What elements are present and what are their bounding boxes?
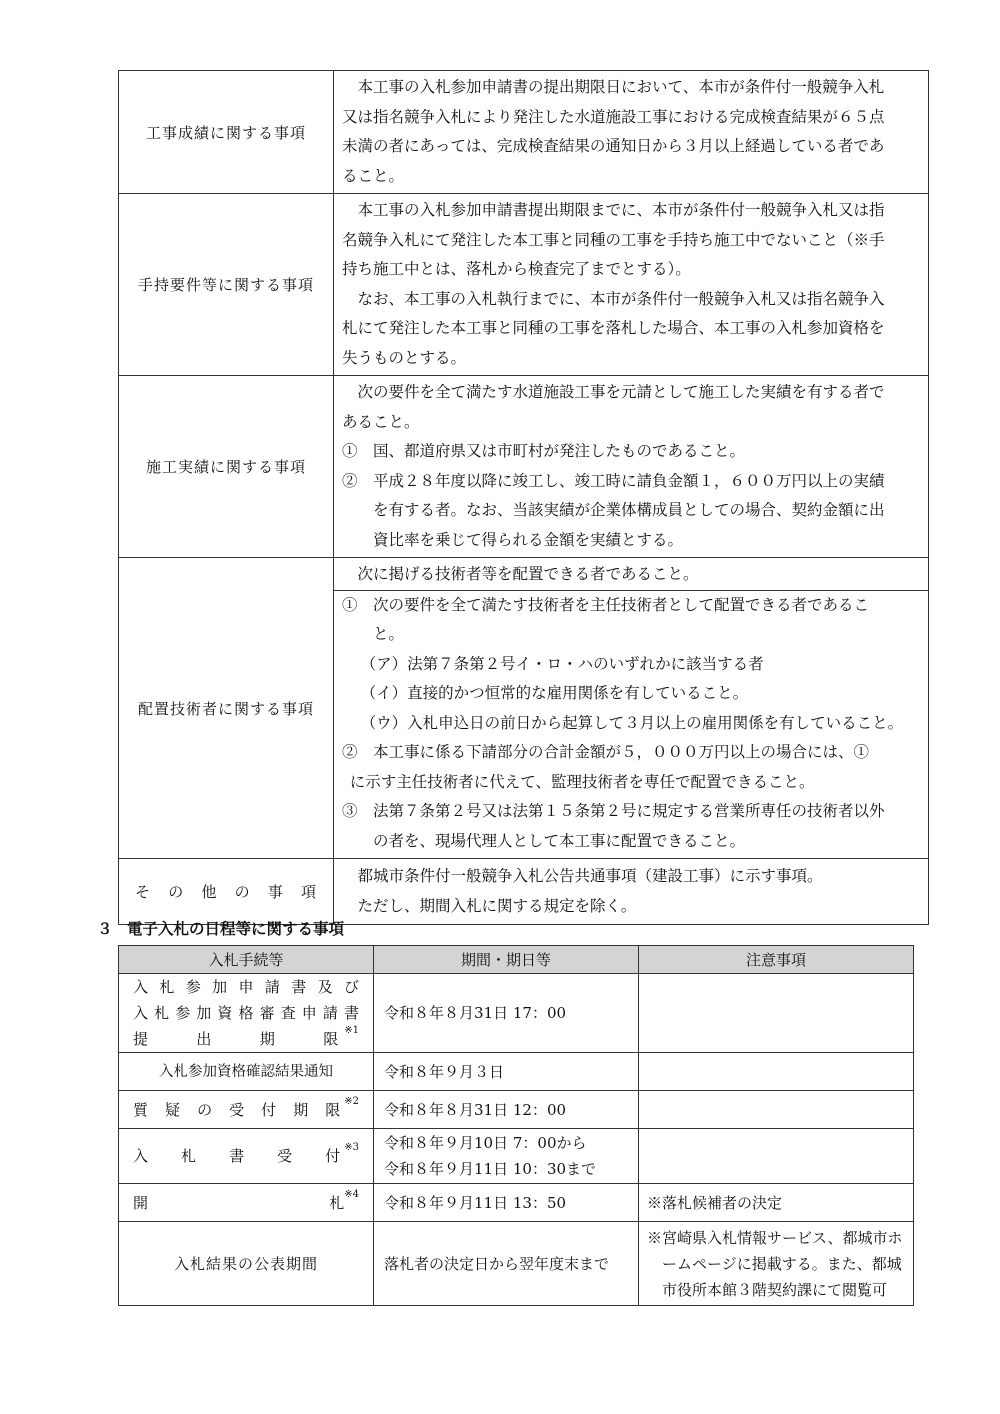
note-line: ームページに掲載する。また、都城 [662, 1254, 902, 1273]
procedure-cell [119, 1222, 374, 1306]
period-line: 令和８年９月10日 7：00から [384, 1134, 587, 1152]
procedure-line-wrap [133, 1026, 359, 1052]
body-line: ① 国、都道府県又は市町村が発注したものであること。 [342, 442, 746, 460]
row-label: 配置技術者に関する事項 [119, 558, 334, 859]
period-line: 令和８年８月31日 17：00 [384, 1004, 567, 1022]
note-cell [639, 1129, 914, 1184]
footnote-mark: ※4 [344, 1188, 359, 1200]
period-line: 令和８年９月11日 13：50 [384, 1193, 567, 1212]
procedure-line: 札 [329, 1193, 345, 1212]
row-body [334, 194, 929, 376]
table-row [119, 71, 929, 194]
body-line: ③ 法第７条第２号又は法第１５条第２号に規定する営業所専任の技術者以外 [342, 802, 885, 820]
section-number: ３ [97, 920, 113, 938]
row-body [334, 376, 929, 558]
label-char: 事 [267, 883, 284, 901]
period-line: 令和８年８月31日 12：00 [384, 1100, 567, 1119]
period-cell [374, 1222, 639, 1306]
column-header: 期間・期日等 [374, 946, 639, 974]
body-line: ② 本工事に係る下請部分の合計金額が５，０００万円以上の場合には、① [342, 743, 870, 761]
period-line: 令和８年９月３日 [384, 1062, 505, 1081]
section-title: 電子入札の日程等に関する事項 [127, 920, 345, 938]
body-line: 本工事の入札参加申請書の提出期限日において、本市が条件付一般競争入札 [357, 78, 885, 96]
body-line: あること。 [342, 412, 420, 431]
schedule-table [118, 945, 914, 1306]
body-line: ただし、期間入札に関する規定を除く。 [357, 896, 637, 915]
label-char: そ [135, 883, 152, 901]
procedure-cell [119, 1129, 374, 1184]
label-char: の [234, 883, 251, 901]
body-line: （ウ）入札申込日の前日から起算して３月以上の雇用関係を有していること。 [360, 713, 904, 732]
note-cell [639, 1091, 914, 1129]
table-row [119, 1129, 914, 1184]
requirements-table [118, 70, 929, 925]
note-cell [639, 1222, 914, 1306]
procedure-line-wrap [133, 1143, 359, 1169]
body-line: 本工事の入札参加申請書提出期限までに、本市が条件付一般競争入札又は指 [357, 201, 885, 219]
row-body [334, 558, 929, 859]
section-heading [97, 917, 344, 939]
body-line: 札にて発注した本工事と同種の工事を落札した場合、本工事の入札参加資格を [342, 319, 885, 337]
procedure-line-wrap [133, 1190, 359, 1216]
table-row [119, 859, 929, 925]
body-line: なお、本工事の入札執行までに、本市が条件付一般競争入札又は指名競争入 [357, 289, 885, 308]
period-line: 落札者の決定日から翌年度末まで [384, 1254, 610, 1273]
note-line: 市役所本館３階契約課にて閲覧可 [662, 1280, 888, 1299]
procedure-cell [119, 1091, 374, 1129]
table-row [119, 1222, 914, 1306]
column-header: 注意事項 [639, 946, 914, 974]
procedure-line: 開 [133, 1193, 149, 1212]
procedure-line: 質疑の受付期限 [133, 1100, 341, 1119]
period-cell [374, 974, 639, 1053]
body-line: （ア）法第７条第２号イ・ロ・ハのいずれかに該当する者 [360, 654, 764, 673]
period-cell [374, 1091, 639, 1129]
body-line: 名競争入札にて発注した本工事と同種の工事を手持ち施工中でないこと（※手 [342, 230, 885, 249]
procedure-line: 入札結果の公表期間 [173, 1254, 318, 1273]
procedure-line: 入札参加資格確認結果通知 [159, 1063, 333, 1080]
period-cell [374, 1053, 639, 1091]
label-char: 項 [300, 883, 317, 901]
table-row [119, 974, 914, 1053]
row-body [334, 71, 929, 194]
label-char: の [168, 883, 185, 901]
table-row [119, 1091, 914, 1129]
procedure-cell [119, 974, 374, 1053]
column-header: 入札手続等 [119, 946, 374, 974]
body-line: ② 平成２８年度以降に竣工し、竣工時に請負金額１，６００万円以上の実績 [342, 471, 885, 490]
row-label: 手持要件等に関する事項 [119, 194, 334, 376]
procedure-line: 入札参加資格審査申請書 [133, 1004, 359, 1022]
procedure-cell [119, 1053, 374, 1091]
body-line: に示す主任技術者に代えて、監理技術者を専任で配置できること。 [349, 772, 815, 791]
procedure-cell [119, 1184, 374, 1222]
body-line: 次に掲げる技術者等を配置できる者であること。 [357, 565, 699, 583]
table-row [119, 1184, 914, 1222]
body-line: 未満の者にあっては、完成検査結果の通知日から３月以上経過している者であ [342, 137, 885, 155]
note-cell [639, 1053, 914, 1091]
table-row [119, 558, 929, 859]
procedure-line-end [329, 1190, 359, 1216]
row-body [334, 859, 929, 925]
note-cell [639, 974, 914, 1053]
row-label: 工事成績に関する事項 [119, 71, 334, 194]
body-line: の者を、現場代理人として本工事に配置できること。 [373, 831, 746, 850]
body-line: （イ）直接的かつ恒常的な雇用関係を有していること。 [360, 684, 749, 702]
period-cell [374, 1184, 639, 1222]
footnote-mark: ※3 [344, 1142, 359, 1153]
procedure-line: 入札参加申請書及び [133, 978, 359, 996]
row-label-spread [119, 881, 333, 902]
note-line: ※宮崎県入札情報サービス、都城市ホ [647, 1228, 903, 1247]
table-row [119, 194, 929, 376]
table-row [119, 376, 929, 558]
note-cell [639, 1184, 914, 1222]
body-line: 失うものとする。 [342, 348, 467, 367]
footnote-mark: ※2 [344, 1095, 359, 1107]
body-line: ること。 [342, 166, 405, 185]
body-line: 都城市条件付一般競争入札公告共通事項（建設工事）に示す事項。 [357, 867, 823, 885]
body-line: 又は指名競争入札により発注した水道施設工事における完成検査結果が６５点 [342, 107, 885, 126]
body-line: 持ち施工中とは、落札から検査完了までとする）。 [342, 260, 691, 278]
procedure-line: 入札書受付 [133, 1147, 341, 1165]
procedure-line: 提出期限 [133, 1030, 339, 1048]
label-char: 他 [201, 883, 218, 901]
body-line: ① 次の要件を全て満たす技術者を主任技術者として配置できる者であるこ [342, 595, 870, 614]
body-line: 次の要件を全て満たす水道施設工事を元請として施工した実績を有する者で [357, 383, 885, 401]
body-line: 資比率を乗じて得られる金額を実績とする。 [373, 530, 684, 549]
period-line: 令和８年９月11日 10：30まで [384, 1160, 597, 1178]
body-line: を有する者。なお、当該実績が企業体構成員としての場合、契約金額に出 [373, 501, 885, 519]
table-row [119, 1053, 914, 1091]
period-cell [374, 1129, 639, 1184]
footnote-mark: ※1 [344, 1025, 359, 1036]
row-label-cell [119, 859, 334, 925]
header-row [119, 946, 914, 974]
note-line: ※落札候補者の決定 [647, 1193, 783, 1212]
body-line: と。 [373, 625, 405, 643]
procedure-line-wrap [133, 1097, 359, 1123]
row-label: 施工実績に関する事項 [119, 376, 334, 558]
